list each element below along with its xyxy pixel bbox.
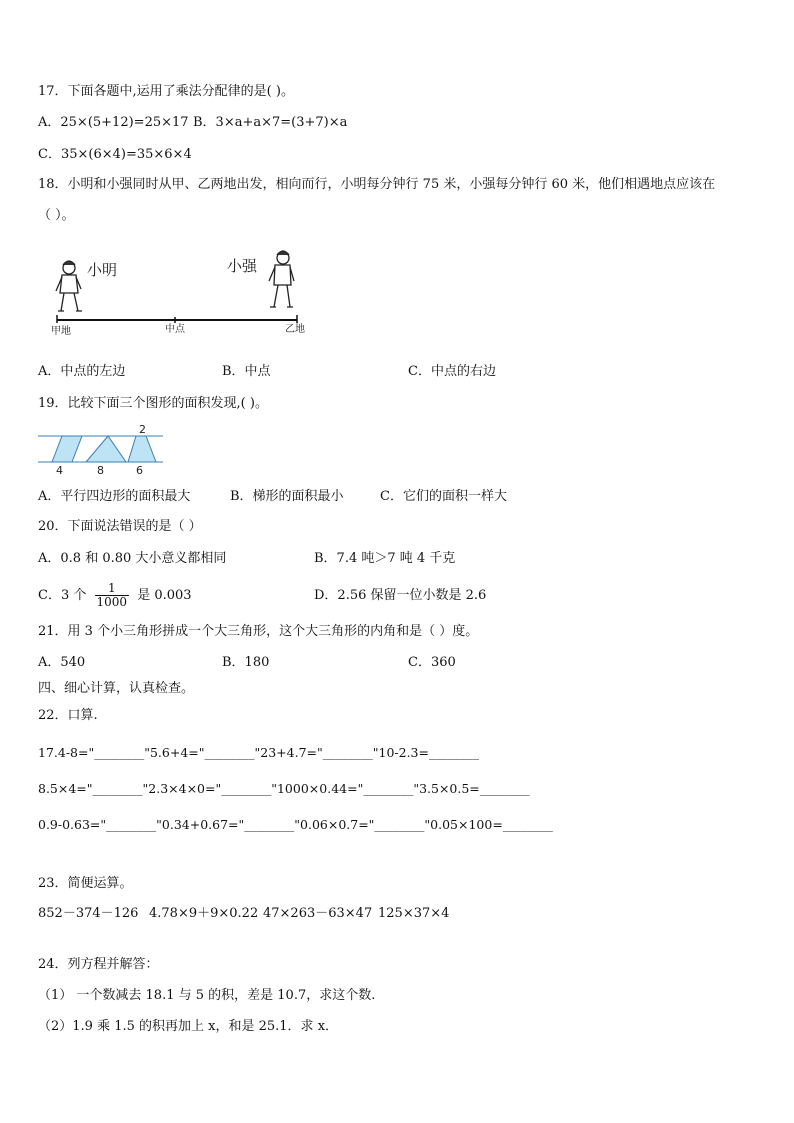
section-heading: 四、细心计算，认真检查。 (38, 681, 195, 696)
q18-left-name: 小明 (87, 261, 118, 279)
q22-stem: 22．口算. (38, 708, 98, 723)
q24-part-2: （2）1.9 乘 1.5 的积再加上 x，和是 25.1．求 x． (38, 1019, 339, 1034)
q21-option-b: B．180 (222, 655, 270, 670)
q18-stem: 18．小明和小强同时从甲、乙两地出发，相向而行，小明每分钟行 75 米，小强每分钟行 60 米，他们相遇地点应该在 (38, 177, 716, 192)
q19-label-b3: 6 (136, 464, 143, 477)
q19-stem: 19．比较下面三个图形的面积发现,( )。 (38, 396, 268, 411)
q21-stem: 21．用 3 个小三角形拼成一个大三角形，这个大三角形的内角和是（ ）度。 (38, 624, 479, 639)
q20-option-c-post: 是 0.003 (137, 588, 192, 603)
q18-option-c: C．中点的右边 (408, 364, 496, 379)
q24-part-1: （1） 一个数减去 18.1 与 5 的积，差是 10.7，求这个数. (38, 988, 376, 1003)
q20-option-c (38, 582, 192, 609)
q19-option-c: C．它们的面积一样大 (380, 489, 507, 504)
q23-expr-1: 852－374－126 (38, 906, 139, 921)
q18-option-a: A．中点的左边 (38, 364, 126, 379)
q23-expr-4: 125×37×4 (378, 906, 450, 921)
q21-option-c: C．360 (408, 655, 456, 670)
q22-row-1: 17.4-8="________"5.6+4="________"23+4.7="________"10-2.3=________ (38, 745, 479, 760)
q20-option-c-pre: C．3 个 (38, 588, 87, 603)
q19-parallelogram (52, 436, 82, 462)
q18-left-place: 甲地 (51, 326, 71, 337)
xiaoming-figure-icon (56, 261, 82, 311)
q18-paren: （ ）。 (38, 208, 75, 223)
q17-option-c: C．35×(6×4)=35×6×4 (38, 147, 192, 162)
q19-option-b: B．梯形的面积最小 (230, 489, 344, 504)
fraction-numerator: 1 (95, 582, 130, 596)
q20-option-d: D．2.56 保留一位小数是 2.6 (314, 588, 487, 603)
q17-stem: 17．下面各题中,运用了乘法分配律的是( )。 (38, 84, 294, 99)
q20-option-b: B．7.4 吨＞7 吨 4 千克 (314, 551, 456, 566)
q22-row-2: 8.5×4="________"2.3×4×0="________"1000×0.44="________"3.5×0.5=________ (38, 781, 530, 796)
q18-option-b: B．中点 (222, 364, 271, 379)
q19-triangle (86, 436, 126, 462)
xiaoqiang-figure-icon (269, 251, 294, 307)
q18-figure (45, 245, 315, 337)
q23-expr-2: 4.78×9＋9×0.22 (149, 906, 259, 921)
q18-right-name: 小强 (227, 257, 258, 275)
q23-stem: 23．简便运算。 (38, 876, 133, 891)
q20-option-a: A．0.8 和 0.80 大小意义都相同 (38, 551, 227, 566)
q19-option-a: A．平行四边形的面积最大 (38, 489, 191, 504)
q19-trapezoid (128, 436, 156, 462)
q18-right-place: 乙地 (285, 324, 305, 335)
q19-label-b2: 8 (97, 464, 104, 477)
q18-mid-place: 中点 (165, 324, 185, 335)
q24-stem: 24．列方程并解答： (38, 957, 159, 972)
fraction-one-thousandth (95, 582, 130, 609)
q17-option-b: B．3×a+a×7=(3+7)×a (193, 115, 348, 130)
q19-figure (36, 422, 166, 478)
q22-row-3: 0.9-0.63="________"0.34+0.67="________"0.06×0.7="________"0.05×100=________ (38, 817, 553, 832)
q19-label-b1: 4 (56, 464, 63, 477)
q17-option-a: A．25×(5+12)=25×17 (38, 115, 189, 130)
q21-option-a: A．540 (38, 655, 86, 670)
q23-expr-3: 47×263－63×47 (263, 906, 373, 921)
fraction-denominator: 1000 (96, 595, 128, 609)
q19-label-top: 2 (139, 423, 146, 436)
q20-stem: 20．下面说法错误的是（ ） (38, 519, 202, 534)
